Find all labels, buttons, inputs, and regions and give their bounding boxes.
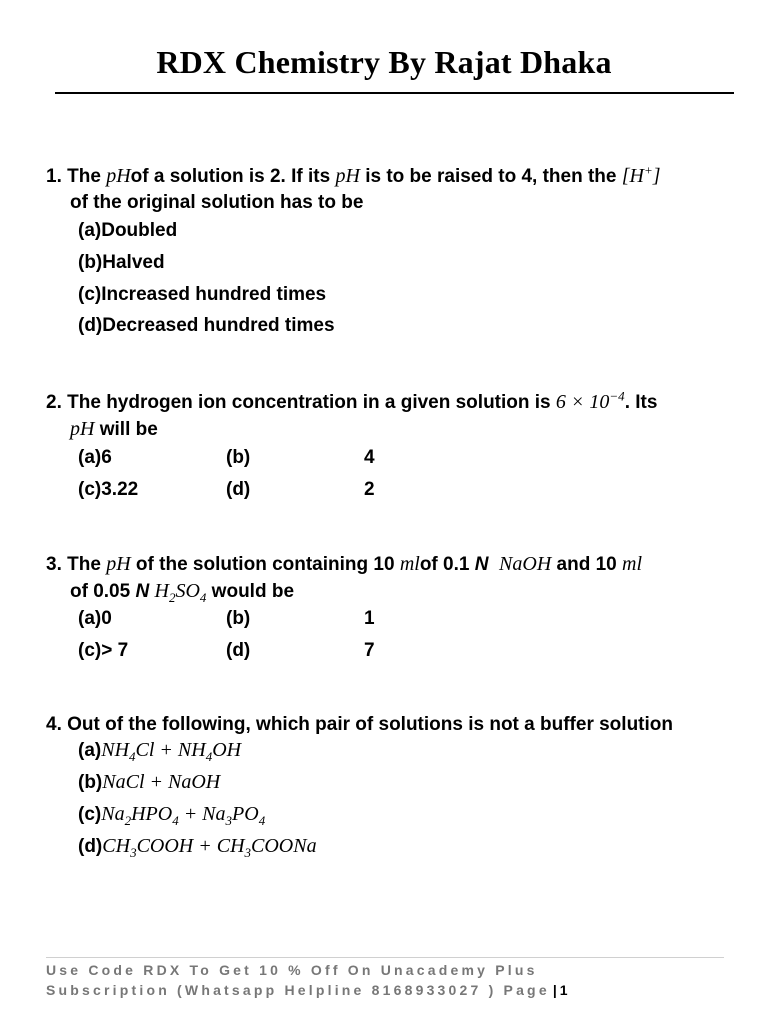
formula-part: OH xyxy=(212,739,242,761)
page-number: 1 xyxy=(559,982,569,998)
q1-option-b: (b)Halved xyxy=(78,252,165,273)
formula-subscript: 3 xyxy=(225,813,233,828)
option-label: (c) xyxy=(78,804,102,825)
math-ph: pH xyxy=(70,418,95,440)
option-label: (b) xyxy=(78,772,103,793)
q3-option-c: (c)> 7 xyxy=(78,640,129,661)
formula-subscript: 4 xyxy=(205,749,213,764)
formula-part: NH xyxy=(101,739,130,761)
question-4-line-1 xyxy=(46,712,726,738)
formula-subscript: 3 xyxy=(130,845,137,860)
formula-part: H xyxy=(154,580,169,602)
normality-n: N xyxy=(474,554,489,575)
question-1-line-2: of the original solution has to be xyxy=(70,192,364,213)
footer-divider xyxy=(46,957,724,958)
question-3-line-1 xyxy=(46,551,726,578)
q1-option-c: (c)Increased hundred times xyxy=(78,284,327,305)
question-2-line-2 xyxy=(46,416,726,443)
question-3-text: would be xyxy=(206,581,295,602)
q4-option-d xyxy=(78,835,317,858)
q2-option-b-label: (b) xyxy=(226,447,251,468)
math-concentration-base: 6 × 10 xyxy=(555,391,610,413)
formula-part: PO xyxy=(232,803,259,825)
formula-subscript: 2 xyxy=(168,590,176,605)
q3-option-d-label: (d) xyxy=(226,640,251,661)
footer-text: Subscription (Whatsapp Helpline 8168933027 ) Page xyxy=(46,982,550,998)
question-3-text: of 0.1 xyxy=(419,554,475,575)
math-formula xyxy=(102,835,317,860)
q2-option-c: (c)3.22 xyxy=(78,479,139,500)
math-ph: pH xyxy=(106,165,131,187)
q1-option-d: (d)Decreased hundred times xyxy=(78,315,335,336)
math-h-ion-bracket: ] xyxy=(652,165,661,187)
formula-subscript: 4 xyxy=(172,813,179,828)
math-ml: ml xyxy=(622,553,643,575)
q2-option-a: (a)6 xyxy=(78,447,112,468)
math-formula: NaCl + NaOH xyxy=(102,771,221,793)
question-3-number: 3. xyxy=(46,554,62,575)
footer-line-2 xyxy=(46,982,569,998)
q2-option-d-label: (d) xyxy=(226,479,251,500)
formula-part: Na xyxy=(101,803,125,825)
formula-part: SO xyxy=(175,580,200,602)
q3-option-b-label: (b) xyxy=(226,608,251,629)
question-3-text: of 0.05 xyxy=(70,581,136,602)
math-ph: pH xyxy=(106,553,131,575)
math-concentration xyxy=(555,388,625,413)
formula-part: COOH + CH xyxy=(136,835,245,857)
question-3-text: of the solution containing 10 xyxy=(130,554,400,575)
math-h-ion-charge: + xyxy=(643,162,653,178)
math-formula xyxy=(101,739,242,764)
q1-option-a: (a)Doubled xyxy=(78,220,178,241)
question-1-number: 1. xyxy=(46,166,62,187)
normality-n: N xyxy=(135,581,150,602)
q3-option-a: (a)0 xyxy=(78,608,112,629)
option-label: (a) xyxy=(78,740,102,761)
formula-part: + Na xyxy=(178,803,226,825)
question-2-number: 2. xyxy=(46,392,62,413)
math-h-ion xyxy=(621,162,661,187)
math-h-ion-base: [H xyxy=(621,165,644,187)
formula-subscript: 3 xyxy=(244,845,252,860)
formula-part: CH xyxy=(102,835,131,857)
question-2 xyxy=(46,389,726,443)
formula-subscript: 4 xyxy=(129,749,136,764)
question-1-text: of a solution is 2. If its xyxy=(130,166,336,187)
question-3-text: The xyxy=(67,554,107,575)
math-formula xyxy=(101,803,266,828)
formula-part: COONa xyxy=(251,835,317,857)
math-h2so4 xyxy=(154,580,207,605)
question-3 xyxy=(46,551,726,605)
formula-part: Cl + NH xyxy=(135,739,206,761)
question-2-line-1 xyxy=(46,389,726,416)
formula-subscript: 4 xyxy=(199,590,207,605)
question-1-text: is to be raised to 4, then the xyxy=(359,166,622,187)
option-label: (d) xyxy=(78,836,103,857)
math-ml: ml xyxy=(399,553,420,575)
formula-part: HPO xyxy=(131,803,173,825)
question-1-line-1 xyxy=(46,163,726,190)
math-naoh: NaOH xyxy=(499,553,552,575)
q2-option-d-value: 2 xyxy=(364,479,375,500)
footer-line-1: Use Code RDX To Get 10 % Off On Unacademy Plus xyxy=(46,962,538,978)
formula-subscript: 2 xyxy=(124,813,132,828)
question-3-text: and 10 xyxy=(551,554,623,575)
question-3-line-2 xyxy=(46,578,726,605)
q4-option-a xyxy=(78,739,241,762)
footer-separator: | xyxy=(552,982,557,998)
q3-option-b-value: 1 xyxy=(364,608,375,629)
question-2-text: . Its xyxy=(624,392,658,413)
q3-option-d-value: 7 xyxy=(364,640,375,661)
page-title: RDX Chemistry By Rajat Dhaka xyxy=(156,44,612,80)
question-2-text: The hydrogen ion concentration in a given solution is xyxy=(67,392,556,413)
question-4-text: Out of the following, which pair of solutions is not a buffer solution xyxy=(67,714,673,735)
title-divider xyxy=(55,92,734,94)
q2-option-b-value: 4 xyxy=(364,447,375,468)
question-2-text: will be xyxy=(94,419,158,440)
question-1 xyxy=(46,163,726,216)
question-4 xyxy=(46,712,726,738)
question-1-text: The xyxy=(67,166,107,187)
q4-option-b xyxy=(78,771,220,794)
formula-subscript: 4 xyxy=(258,813,266,828)
question-4-number: 4. xyxy=(46,714,62,735)
math-concentration-exponent: −4 xyxy=(609,388,625,404)
math-ph: pH xyxy=(335,165,360,187)
q4-option-c xyxy=(78,803,265,826)
